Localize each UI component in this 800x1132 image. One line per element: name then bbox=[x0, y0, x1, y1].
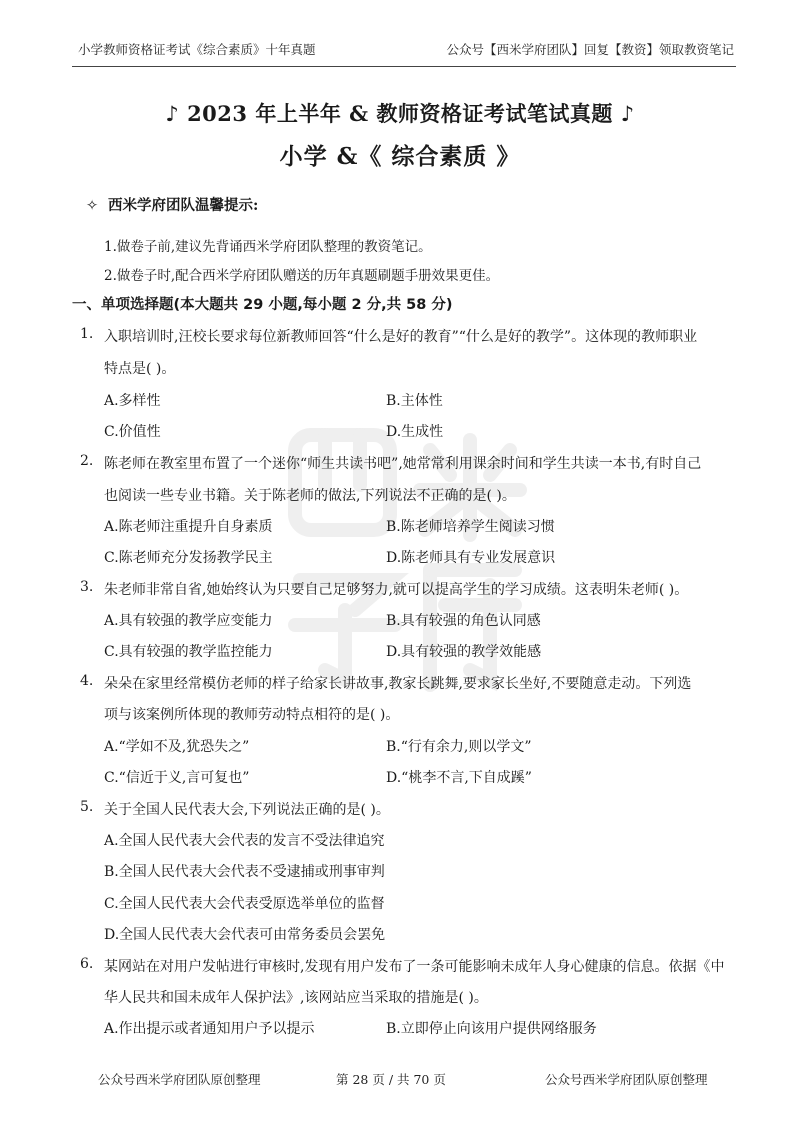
option-b: B.陈老师培养学生阅读习惯 bbox=[386, 519, 555, 535]
question-text: 入职培训时,汪校长要求每位新教师回答“什么是好的教育”“什么是好的教学”。这体现的教师职业 bbox=[104, 329, 698, 345]
option-c: C.价值性 bbox=[104, 424, 161, 440]
question-number: 2. bbox=[80, 453, 94, 469]
header-right-text: 公众号【西米学府团队】回复【教资】领取教资笔记 bbox=[446, 42, 734, 57]
question-text: 也阅读一些专业书籍。关于陈老师的做法,下列说法不正确的是( )。 bbox=[104, 488, 516, 504]
tip-item: 1.做卷子前,建议先背诵西米学府团队整理的教资笔记。 bbox=[104, 239, 432, 255]
question-text: 项与该案例所体现的教师劳动特点相符的是( )。 bbox=[104, 707, 400, 723]
option-b: B.“行有余力,则以学文” bbox=[386, 739, 532, 755]
option-d: D.全国人民代表大会代表可由常务委员会罢免 bbox=[104, 927, 386, 943]
option-b: B.全国人民代表大会代表不受逮捕或刑事审判 bbox=[104, 864, 385, 880]
page-title: ♪ 2023 年上半年 & 教师资格证考试笔试真题 ♪ bbox=[165, 101, 635, 126]
footer-left-text: 公众号西米学府团队原创整理 bbox=[98, 1072, 261, 1087]
option-a: A.全国人民代表大会代表的发言不受法律追究 bbox=[104, 833, 385, 849]
question-number: 3. bbox=[80, 579, 94, 595]
option-d: D.陈老师具有专业发展意识 bbox=[386, 550, 556, 566]
page-number: 第 28 页 / 共 70 页 bbox=[336, 1072, 446, 1087]
option-c: C.具有较强的教学监控能力 bbox=[104, 644, 273, 660]
option-d: D.生成性 bbox=[386, 424, 444, 440]
header-left-text: 小学教师资格证考试《综合素质》十年真题 bbox=[78, 42, 316, 57]
question-text: 陈老师在教室里布置了一个迷你“师生共读书吧”,她常常利用课余时间和学生共读一本书,有时自己 bbox=[104, 456, 702, 472]
footer-right-text: 公众号西米学府团队原创整理 bbox=[545, 1072, 708, 1087]
option-c: C.陈老师充分发扬教学民主 bbox=[104, 550, 273, 566]
tips-heading bbox=[86, 194, 258, 215]
question-text: 特点是( )。 bbox=[104, 361, 176, 377]
question-text: 某网站在对用户发帖进行审核时,发现有用户发布了一条可能影响未成年人身心健康的信息。依据《中 bbox=[104, 959, 725, 975]
option-a: A.具有较强的教学应变能力 bbox=[104, 613, 273, 629]
section-heading: 一、单项选择题(本大题共 29 小题,每小题 2 分,共 58 分) bbox=[72, 297, 453, 313]
sparkle-icon: ✧ bbox=[86, 198, 99, 214]
option-d: D.“桃李不言,下自成蹊” bbox=[386, 770, 532, 786]
tips-heading-label: 西米学府团队温馨提示: bbox=[108, 197, 259, 214]
option-b: B.主体性 bbox=[386, 393, 443, 409]
option-a: A.作出提示或者通知用户予以提示 bbox=[104, 1021, 315, 1037]
question-number: 6. bbox=[80, 956, 94, 972]
option-c: C.全国人民代表大会代表受原选举单位的监督 bbox=[104, 896, 385, 912]
question-number: 1. bbox=[80, 326, 94, 342]
question-text: 关于全国人民代表大会,下列说法正确的是( )。 bbox=[104, 802, 390, 818]
question-text: 朵朵在家里经常模仿老师的样子给家长讲故事,教家长跳舞,要求家长坐好,不要随意走动。下列选 bbox=[104, 676, 692, 692]
option-b: B.具有较强的角色认同感 bbox=[386, 613, 541, 629]
option-a: A.“学如不及,犹恐失之” bbox=[104, 739, 250, 755]
option-a: A.陈老师注重提升自身素质 bbox=[104, 519, 273, 535]
option-d: D.具有较强的教学效能感 bbox=[386, 644, 542, 660]
question-number: 4. bbox=[80, 673, 94, 689]
question-text: 华人民共和国未成年人保护法》,该网站应当采取的措施是( )。 bbox=[104, 990, 488, 1006]
question-number: 5. bbox=[80, 799, 94, 815]
page-subtitle: 小学 &《 综合素质 》 bbox=[279, 143, 521, 170]
header-divider bbox=[72, 66, 736, 67]
question-text: 朱老师非常自省,她始终认为只要自己足够努力,就可以提高学生的学习成绩。这表明朱老师( )。 bbox=[104, 582, 689, 598]
option-b: B.立即停止向该用户提供网络服务 bbox=[386, 1021, 597, 1037]
option-a: A.多样性 bbox=[104, 393, 161, 409]
tip-item: 2.做卷子时,配合西米学府团队赠送的历年真题刷题手册效果更佳。 bbox=[104, 268, 500, 284]
option-c: C.“信近于义,言可复也” bbox=[104, 770, 250, 786]
